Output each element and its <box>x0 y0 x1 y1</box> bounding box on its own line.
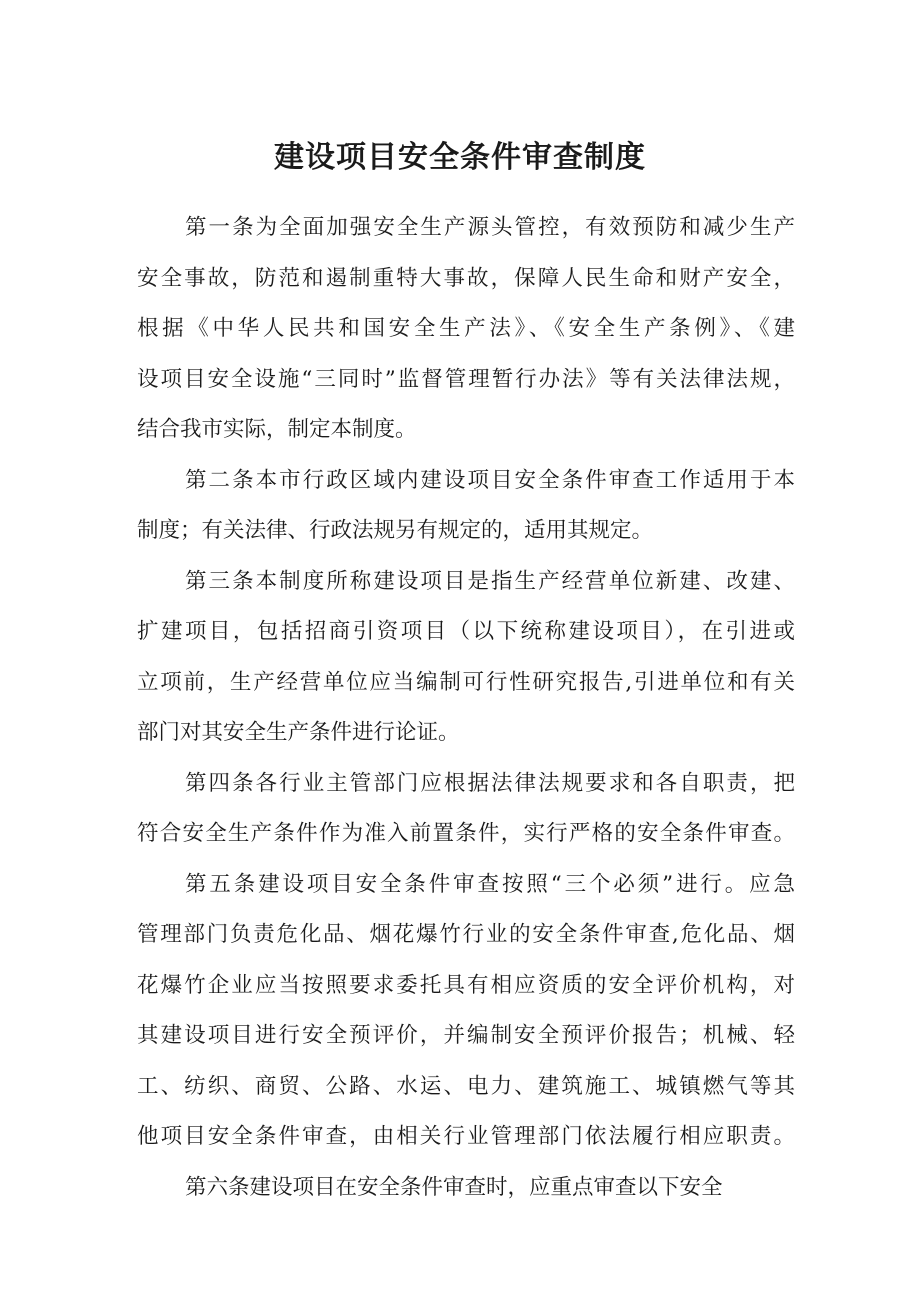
text-line: 第四条各行业主管部门应根据法律法规要求和各自职责，把 <box>185 770 795 796</box>
text-line: 制度；有关法律、行政法规另有规定的，适用其规定。 <box>137 518 654 543</box>
text-line: 设项目安全设施“三同时”监督管理暂行办法》等有关法律法规， <box>137 366 795 392</box>
text-line: 他项目安全条件审查，由相关行业管理部门依法履行相应职责。 <box>137 1124 795 1149</box>
text-line: 第五条建设项目安全条件审查按照“三个必须”进行。应急 <box>185 871 795 897</box>
page-title: 建设项目安全条件审查制度 <box>274 140 646 175</box>
text-line: 其建设项目进行安全预评价，并编制安全预评价报告；机械、轻 <box>137 1023 795 1048</box>
text-line: 第二条本市行政区域内建设项目安全条件审查工作适用于本 <box>185 467 795 493</box>
text-line: 部门对其安全生产条件进行论证。 <box>137 720 460 745</box>
text-line: 工、纺织、商贸、公路、水运、电力、建筑施工、城镇燃气等其 <box>137 1073 795 1099</box>
text-line: 管理部门负责危化品、烟花爆竹行业的安全条件审查,危化品、烟 <box>137 922 795 947</box>
text-line: 第一条为全面加强安全生产源头管控，有效预防和减少生产 <box>185 215 795 240</box>
text-line: 第三条本制度所称建设项目是指生产经营单位新建、改建、 <box>185 568 795 594</box>
text-line: 符合安全生产条件作为准入前置条件，实行严格的安全条件审查。 <box>137 821 795 846</box>
text-line: 立项前，生产经营单位应当编制可行性研究报告,引进单位和有关 <box>137 669 795 695</box>
document-body <box>137 213 795 1223</box>
text-line: 第六条建设项目在安全条件审查时，应重点审查以下安全 <box>185 1174 723 1200</box>
text-line: 花爆竹企业应当按照要求委托具有相应资质的安全评价机构，对 <box>137 972 795 998</box>
text-line: 结合我市实际，制定本制度。 <box>137 417 417 442</box>
text-line: 安全事故，防范和遏制重特大事故，保障人民生命和财产安全， <box>137 265 795 291</box>
text-line: 根据《中华人民共和国安全生产法》、《安全生产条例》、《建 <box>137 316 795 341</box>
text-line: 扩建项目，包括招商引资项目（以下统称建设项目），在引进或 <box>137 619 795 644</box>
